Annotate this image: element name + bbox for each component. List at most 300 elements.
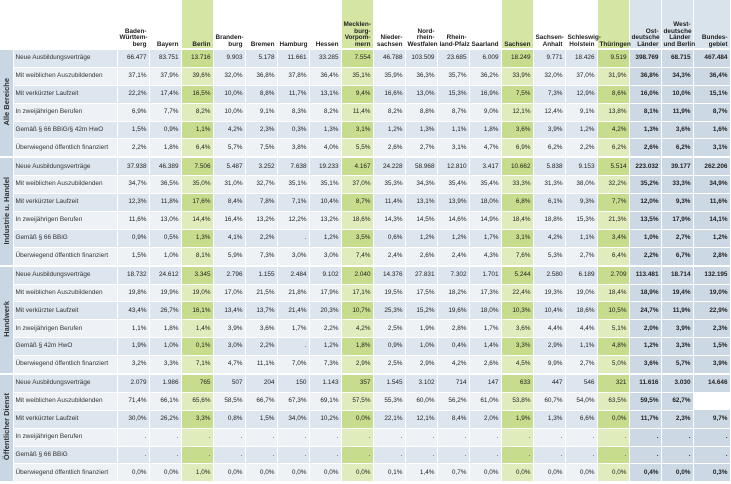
table-cell: 0,0% bbox=[309, 464, 341, 482]
table-row bbox=[0, 446, 730, 464]
table-cell: 35,3% bbox=[373, 176, 405, 194]
table-cell: . bbox=[245, 446, 277, 464]
table-cell: 3,0% bbox=[309, 247, 341, 265]
table-cell: 2,9% bbox=[405, 356, 437, 374]
table-cell: 9,3% bbox=[661, 194, 693, 212]
table-cell: 132.195 bbox=[693, 266, 730, 284]
table-cell: 3,1% bbox=[437, 139, 469, 157]
table-cell: 11,7% bbox=[277, 85, 309, 103]
table-cell: 8,2% bbox=[181, 103, 213, 121]
table-cell: 14,9% bbox=[469, 212, 501, 230]
table-cell: . bbox=[405, 446, 437, 464]
table-cell: 8,2% bbox=[309, 103, 341, 121]
table-cell: . bbox=[597, 428, 629, 446]
group-label: Handwerk bbox=[1, 300, 11, 337]
table-cell: 59,5% bbox=[629, 392, 661, 410]
table-cell: 17,6% bbox=[181, 194, 213, 212]
table-cell: 6,9% bbox=[501, 139, 533, 157]
row-label: Gemäß § 66 BBiG/§ 42m HwO bbox=[13, 121, 117, 139]
row-label: Überwiegend öffentlich finanziert bbox=[13, 464, 117, 482]
table-cell: 0,0% bbox=[533, 464, 565, 482]
table-cell: 2,9% bbox=[341, 356, 373, 374]
table-cell: 7,3% bbox=[245, 247, 277, 265]
table-cell: 35,4% bbox=[469, 176, 501, 194]
table-cell: 14,5% bbox=[405, 212, 437, 230]
table-row bbox=[0, 49, 730, 67]
table-cell: 33,9% bbox=[501, 67, 533, 85]
table-cell: . bbox=[629, 428, 661, 446]
table-cell: 2,9% bbox=[533, 338, 565, 356]
table-cell: 1,1% bbox=[181, 121, 213, 139]
table-cell: 18.426 bbox=[565, 49, 597, 67]
group-label: Industrie u. Handel bbox=[1, 176, 11, 245]
table-cell: 1,2% bbox=[629, 338, 661, 356]
column-header: Rhein- land-Pfalz bbox=[437, 0, 469, 49]
table-cell: 4,1% bbox=[213, 229, 245, 247]
table-cell: 1,3% bbox=[629, 121, 661, 139]
column-header: Thüringen bbox=[597, 0, 629, 49]
table-cell: . bbox=[277, 446, 309, 464]
table-cell: 37,8% bbox=[277, 67, 309, 85]
table-cell: 3,0% bbox=[277, 247, 309, 265]
table-cell: 5,5% bbox=[341, 139, 373, 157]
table-cell: 35,4% bbox=[437, 176, 469, 194]
table-cell: 113.481 bbox=[629, 266, 661, 284]
table-cell: 5,1% bbox=[597, 320, 629, 338]
table-cell: . bbox=[469, 428, 501, 446]
table-cell: 1,9% bbox=[501, 410, 533, 428]
table-cell: 4,4% bbox=[565, 320, 597, 338]
table-cell: 103.509 bbox=[405, 49, 437, 67]
table-cell: 8,6% bbox=[597, 85, 629, 103]
table-cell: 1,2% bbox=[405, 229, 437, 247]
table-cell: 1,8% bbox=[149, 320, 181, 338]
table-cell: . bbox=[245, 428, 277, 446]
table-cell: 32,7% bbox=[245, 176, 277, 194]
table-cell: 2,6% bbox=[629, 139, 661, 157]
table-cell: 65,6% bbox=[181, 392, 213, 410]
table-cell: 9,7% bbox=[693, 410, 730, 428]
group-label-cell bbox=[0, 266, 13, 374]
table-cell: 3,1% bbox=[341, 121, 373, 139]
table-cell: 34,3% bbox=[405, 176, 437, 194]
table-cell: 37,0% bbox=[565, 67, 597, 85]
table-cell: 24.612 bbox=[149, 266, 181, 284]
table-cell: 6,6% bbox=[565, 410, 597, 428]
table-cell: 35,2% bbox=[629, 176, 661, 194]
column-header: Hessen bbox=[309, 0, 341, 49]
table-cell: 37,9% bbox=[149, 67, 181, 85]
table-cell: 11.616 bbox=[629, 374, 661, 392]
row-label: Neue Ausbildungsverträge bbox=[13, 49, 117, 67]
table-cell: 1,9% bbox=[405, 320, 437, 338]
table-cell: 11,9% bbox=[661, 302, 693, 320]
table-cell: 15,3% bbox=[437, 85, 469, 103]
column-header: Sachsen bbox=[501, 0, 533, 49]
table-cell: 18.714 bbox=[661, 266, 693, 284]
row-label: Mit verkürzter Laufzeit bbox=[13, 194, 117, 212]
table-cell: 1,3% bbox=[181, 229, 213, 247]
table-cell: 36,8% bbox=[629, 67, 661, 85]
table-cell: 7.554 bbox=[341, 49, 373, 67]
table-cell: . bbox=[693, 428, 730, 446]
table-cell: 1,8% bbox=[469, 121, 501, 139]
table-cell: 5,9% bbox=[213, 247, 245, 265]
table-cell: 6,9% bbox=[117, 103, 149, 121]
table-cell: 2,0% bbox=[469, 410, 501, 428]
table-cell: 4,7% bbox=[213, 356, 245, 374]
table-cell: 5.487 bbox=[213, 157, 245, 175]
table-cell: 0,0% bbox=[213, 464, 245, 482]
table-cell: 8,4% bbox=[437, 410, 469, 428]
table-cell: 3,6% bbox=[245, 320, 277, 338]
table-cell: 10,0% bbox=[661, 85, 693, 103]
table-cell: 18,8% bbox=[533, 212, 565, 230]
table-cell: 8,7% bbox=[437, 103, 469, 121]
table-cell: 0,4% bbox=[437, 338, 469, 356]
table-cell: 1,7% bbox=[469, 229, 501, 247]
table-cell: . bbox=[309, 446, 341, 464]
table-cell: 35,1% bbox=[309, 176, 341, 194]
table-cell: 22,2% bbox=[117, 85, 149, 103]
table-cell: 546 bbox=[565, 374, 597, 392]
table-cell: 1,3% bbox=[309, 121, 341, 139]
table-cell: 26,7% bbox=[149, 302, 181, 320]
table-cell: 1,4% bbox=[469, 338, 501, 356]
table-cell: 4,3% bbox=[469, 247, 501, 265]
column-header: Nord- rhein- Westfalen bbox=[405, 0, 437, 49]
table-cell: . bbox=[693, 446, 730, 464]
table-cell: 1,5% bbox=[245, 410, 277, 428]
table-cell: 9.102 bbox=[309, 266, 341, 284]
table-cell: 19,9% bbox=[149, 284, 181, 302]
table-cell: 63,5% bbox=[597, 392, 629, 410]
table-cell: 8,8% bbox=[245, 85, 277, 103]
column-header: Schleswig- Holstein bbox=[565, 0, 597, 49]
table-cell: 2,3% bbox=[693, 320, 730, 338]
table-cell: 1,7% bbox=[469, 320, 501, 338]
table-cell: 30,0% bbox=[117, 410, 149, 428]
table-cell: 19,6% bbox=[437, 302, 469, 320]
table-cell: 39,6% bbox=[181, 67, 213, 85]
table-cell: 18.732 bbox=[117, 266, 149, 284]
table-cell: 36,4% bbox=[309, 67, 341, 85]
table-cell: 11.661 bbox=[277, 49, 309, 67]
table-cell: 2,2% bbox=[629, 247, 661, 265]
table-cell: 9.519 bbox=[597, 49, 629, 67]
table-cell: 3,9% bbox=[533, 121, 565, 139]
table-cell: 0,0% bbox=[341, 410, 373, 428]
group-label: Alle Bereiche bbox=[1, 78, 11, 126]
table-cell: 7,7% bbox=[149, 103, 181, 121]
table-cell: 0,6% bbox=[373, 229, 405, 247]
group-label: Öffentlicher Dienst bbox=[1, 393, 11, 461]
table-cell: . bbox=[341, 446, 373, 464]
table-cell: 7.506 bbox=[181, 157, 213, 175]
table-cell: . bbox=[373, 428, 405, 446]
table-cell: 11,8% bbox=[149, 194, 181, 212]
table-cell: 633 bbox=[501, 374, 533, 392]
table-cell: . bbox=[661, 446, 693, 464]
table-cell: 0,3% bbox=[693, 464, 730, 482]
table-cell: 13,5% bbox=[629, 212, 661, 230]
table-cell: 57,5% bbox=[341, 392, 373, 410]
table-cell: 7.302 bbox=[437, 266, 469, 284]
table-cell: 13,7% bbox=[245, 302, 277, 320]
table-cell: 6.189 bbox=[565, 266, 597, 284]
table-cell: 16,9% bbox=[469, 85, 501, 103]
table-cell: . bbox=[117, 446, 149, 464]
table-cell: 1,5% bbox=[117, 121, 149, 139]
table-cell: 14.376 bbox=[373, 266, 405, 284]
table-cell: 398.769 bbox=[629, 49, 661, 67]
table-cell: 13,2% bbox=[309, 212, 341, 230]
header-corner bbox=[0, 0, 117, 49]
table-cell: 2.580 bbox=[533, 266, 565, 284]
table-cell: 15,3% bbox=[565, 212, 597, 230]
table-cell: 14,4% bbox=[181, 212, 213, 230]
row-label: Mit verkürzter Laufzeit bbox=[13, 302, 117, 320]
row-label: Gemäß § 66 BBiG bbox=[13, 446, 117, 464]
table-row bbox=[0, 212, 730, 230]
row-label: Neue Ausbildungsverträge bbox=[13, 157, 117, 175]
table-cell: 4,2% bbox=[213, 121, 245, 139]
table-cell: 13,9% bbox=[437, 194, 469, 212]
table-cell: 2.079 bbox=[117, 374, 149, 392]
group-label-cell bbox=[0, 49, 13, 157]
table-cell: 1,5% bbox=[693, 338, 730, 356]
table-cell: 7,5% bbox=[501, 85, 533, 103]
table-cell: 11,6% bbox=[693, 194, 730, 212]
table-cell: 24.228 bbox=[373, 157, 405, 175]
table-cell: 0,0% bbox=[277, 464, 309, 482]
table-cell: 0,0% bbox=[597, 464, 629, 482]
table-cell: 3,9% bbox=[693, 356, 730, 374]
table-cell: 2,6% bbox=[469, 356, 501, 374]
row-label: Mit weiblichen Auszubildenden bbox=[13, 67, 117, 85]
table-cell: 18.249 bbox=[501, 49, 533, 67]
table-cell: 18,4% bbox=[501, 212, 533, 230]
table-cell: 9.153 bbox=[565, 157, 597, 175]
table-cell: 467.484 bbox=[693, 49, 730, 67]
table-cell: 11,1% bbox=[245, 356, 277, 374]
table-cell: 147 bbox=[469, 374, 501, 392]
table-cell: . bbox=[213, 428, 245, 446]
table-cell: 9,4% bbox=[341, 85, 373, 103]
table-cell: 4,7% bbox=[469, 139, 501, 157]
table-cell: 18,6% bbox=[341, 212, 373, 230]
table-cell: 14,1% bbox=[693, 212, 730, 230]
table-cell: 11,4% bbox=[373, 194, 405, 212]
table-cell: 6,2% bbox=[597, 139, 629, 157]
table-cell: 0,0% bbox=[341, 464, 373, 482]
table-cell: 2,7% bbox=[565, 356, 597, 374]
table-cell: 36,5% bbox=[149, 176, 181, 194]
table-cell: 1,1% bbox=[565, 229, 597, 247]
table-cell: 13,2% bbox=[245, 212, 277, 230]
table-cell: 15,2% bbox=[405, 302, 437, 320]
table-cell: 223.032 bbox=[629, 157, 661, 175]
table-row bbox=[0, 229, 730, 247]
table-cell: . bbox=[661, 428, 693, 446]
table-cell: 3.345 bbox=[181, 266, 213, 284]
table-cell: 58.968 bbox=[405, 157, 437, 175]
table-cell: 16,5% bbox=[181, 85, 213, 103]
table-cell: 7,4% bbox=[341, 247, 373, 265]
table-cell: 54,0% bbox=[565, 392, 597, 410]
table-cell: 9,3% bbox=[565, 194, 597, 212]
table-cell: . bbox=[117, 428, 149, 446]
table-cell: 4,2% bbox=[597, 121, 629, 139]
table-cell: 0,9% bbox=[117, 229, 149, 247]
table-cell: 2.796 bbox=[213, 266, 245, 284]
table-cell: 23.685 bbox=[437, 49, 469, 67]
table-cell: 1,0% bbox=[629, 229, 661, 247]
table-cell: 36,4% bbox=[693, 67, 730, 85]
table-cell: 3,3% bbox=[501, 338, 533, 356]
table-cell: 16,1% bbox=[181, 302, 213, 320]
table-cell: 56,2% bbox=[437, 392, 469, 410]
table-cell: 17,4% bbox=[149, 85, 181, 103]
table-cell: 2,7% bbox=[565, 247, 597, 265]
table-cell: 17,9% bbox=[309, 284, 341, 302]
table-row bbox=[0, 85, 730, 103]
table-cell: 7,0% bbox=[277, 356, 309, 374]
table-cell: 7,1% bbox=[181, 356, 213, 374]
table-cell: 32,0% bbox=[533, 67, 565, 85]
table-cell: 3,1% bbox=[693, 139, 730, 157]
table-cell: 4,5% bbox=[501, 356, 533, 374]
table-cell: 18,0% bbox=[469, 302, 501, 320]
column-header: Bundes- gebiet bbox=[693, 0, 730, 49]
table-cell: 3,9% bbox=[661, 320, 693, 338]
table-cell: 0,7% bbox=[437, 464, 469, 482]
table-cell: 1,4% bbox=[181, 320, 213, 338]
table-cell: 0,9% bbox=[373, 338, 405, 356]
table-cell: 0,1% bbox=[373, 464, 405, 482]
table-cell: . bbox=[437, 446, 469, 464]
column-header: Bremen bbox=[245, 0, 277, 49]
table-cell: 150 bbox=[277, 374, 309, 392]
table-cell: 10,2% bbox=[309, 410, 341, 428]
column-header: Berlin bbox=[181, 0, 213, 49]
table-cell: 36,2% bbox=[469, 67, 501, 85]
table-cell: 18,4% bbox=[597, 284, 629, 302]
table-row bbox=[0, 302, 730, 320]
table-cell: 66.477 bbox=[117, 49, 149, 67]
table-cell: 17,1% bbox=[341, 284, 373, 302]
table-cell: 1,0% bbox=[405, 338, 437, 356]
table-cell: 2,5% bbox=[373, 356, 405, 374]
table-cell: 357 bbox=[341, 374, 373, 392]
table-cell: . bbox=[629, 446, 661, 464]
table-cell: 12,1% bbox=[501, 103, 533, 121]
table-cell: 0,0% bbox=[149, 464, 181, 482]
table-cell: . bbox=[149, 446, 181, 464]
table-cell: 0,5% bbox=[149, 229, 181, 247]
table-row bbox=[0, 247, 730, 265]
table-cell: 3,9% bbox=[213, 320, 245, 338]
table-cell: 71,4% bbox=[117, 392, 149, 410]
row-label: Überwiegend öffentlich finanziert bbox=[13, 356, 117, 374]
table-cell: . bbox=[277, 338, 309, 356]
table-cell: 204 bbox=[245, 374, 277, 392]
table-cell: 34,0% bbox=[277, 410, 309, 428]
table-cell: 0,8% bbox=[213, 410, 245, 428]
table-cell: 10,4% bbox=[533, 302, 565, 320]
table-cell: 5.244 bbox=[501, 266, 533, 284]
table-cell: 25,3% bbox=[373, 302, 405, 320]
table-cell: 1,2% bbox=[693, 229, 730, 247]
table-cell: 1,0% bbox=[149, 247, 181, 265]
table-cell: 3,2% bbox=[117, 356, 149, 374]
table-cell: 2,4% bbox=[373, 247, 405, 265]
table-cell: 0,0% bbox=[501, 464, 533, 482]
table-cell: 5,3% bbox=[533, 247, 565, 265]
table-cell: 9,9% bbox=[533, 356, 565, 374]
table-cell: . bbox=[501, 428, 533, 446]
table-cell: 35,1% bbox=[277, 176, 309, 194]
table-cell: 8,2% bbox=[373, 103, 405, 121]
column-header: Sachsen- Anhalt bbox=[533, 0, 565, 49]
table-cell: 68.715 bbox=[661, 49, 693, 67]
table-cell: 1,3% bbox=[405, 121, 437, 139]
table-cell: 2,8% bbox=[437, 320, 469, 338]
table-cell: . bbox=[181, 446, 213, 464]
table-cell: 22,9% bbox=[693, 302, 730, 320]
row-label: Mit weiblichen Auszubildenden bbox=[13, 392, 117, 410]
table-cell: 3,5% bbox=[341, 229, 373, 247]
table-cell: 34,7% bbox=[117, 176, 149, 194]
table-cell: 2.709 bbox=[597, 266, 629, 284]
table-cell: 16,6% bbox=[373, 85, 405, 103]
table-cell: 2,3% bbox=[245, 121, 277, 139]
table-cell: 18,2% bbox=[437, 284, 469, 302]
table-cell: 1.986 bbox=[149, 374, 181, 392]
table-cell: 2,8% bbox=[693, 247, 730, 265]
table-cell: 3,1% bbox=[501, 229, 533, 247]
table-cell: 60,0% bbox=[405, 392, 437, 410]
table-cell: . bbox=[469, 446, 501, 464]
table-cell: 262.206 bbox=[693, 157, 730, 175]
table-cell: 1.701 bbox=[469, 266, 501, 284]
table-cell: 2,2% bbox=[117, 139, 149, 157]
table-cell: 46.389 bbox=[149, 157, 181, 175]
group-label-cell bbox=[0, 374, 13, 482]
table-cell: 8,4% bbox=[213, 194, 245, 212]
table-cell: . bbox=[277, 428, 309, 446]
table-row bbox=[0, 374, 730, 392]
table-cell: . bbox=[213, 446, 245, 464]
table-cell: . bbox=[565, 428, 597, 446]
table-cell: 16,0% bbox=[629, 85, 661, 103]
table-cell: 3.030 bbox=[661, 374, 693, 392]
table-cell: 14.646 bbox=[693, 374, 730, 392]
table-cell: 19,8% bbox=[117, 284, 149, 302]
table-cell: 26,2% bbox=[149, 410, 181, 428]
table-cell: 4,2% bbox=[533, 229, 565, 247]
table-cell: 1.143 bbox=[309, 374, 341, 392]
table-cell: 33.285 bbox=[309, 49, 341, 67]
table-cell: 0,0% bbox=[661, 464, 693, 482]
column-header: Hamburg bbox=[277, 0, 309, 49]
table-cell: 66,1% bbox=[149, 392, 181, 410]
table-cell: . bbox=[597, 446, 629, 464]
table-row bbox=[0, 176, 730, 194]
column-header: Branden- burg bbox=[213, 0, 245, 49]
table-cell: . bbox=[533, 446, 565, 464]
column-header: West- deutsche Länder und Berlin bbox=[661, 0, 693, 49]
